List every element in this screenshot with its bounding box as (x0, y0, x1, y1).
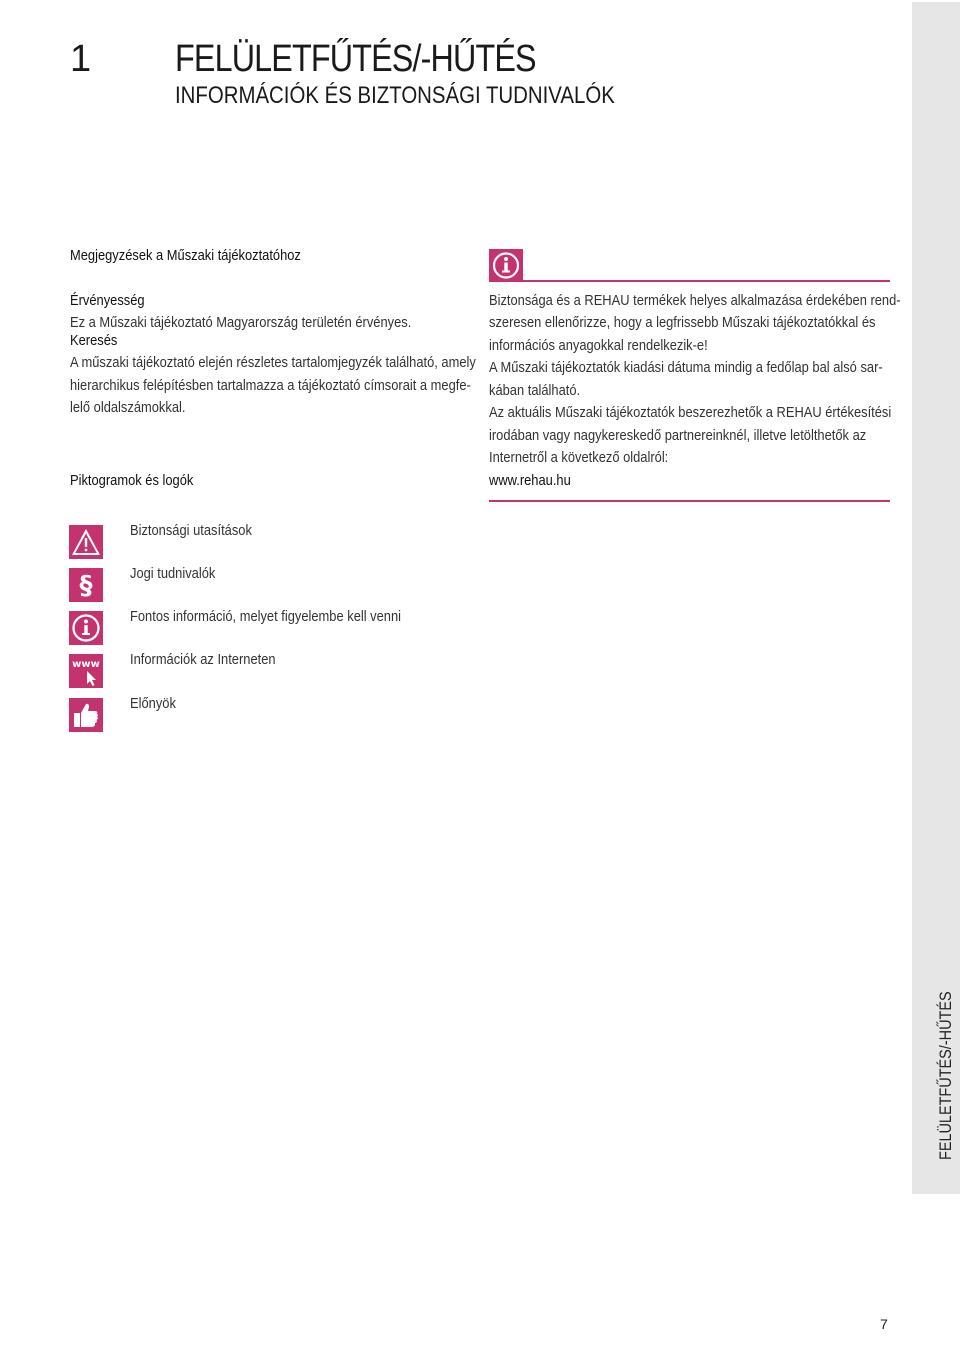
search-text-line: lelő oldalszámokkal. (70, 399, 186, 416)
validity-heading: Érvényesség (70, 292, 145, 309)
pictogram-label-legal: Jogi tudnivalók (130, 565, 216, 582)
www-icon (69, 654, 103, 688)
search-text-line: hierarchikus felépítésben tartalmazza a tájékoztató címsorait a megfe- (70, 377, 471, 394)
pictogram-label-safety: Biztonsági utasítások (130, 522, 252, 539)
pictograms-heading: Piktogramok és logók (70, 472, 194, 489)
www-icon-text: www (72, 659, 100, 670)
page-subtitle: INFORMÁCIÓK ÉS BIZTONSÁGI TUDNIVALÓK (175, 82, 615, 109)
info-text-line: információs anyagokkal rendelkezik-e! (489, 337, 708, 354)
validity-text: Ez a Műszaki tájékoztató Magyarország területén érvényes. (70, 314, 412, 331)
side-tab-label: FELÜLETFŰTÉS/-HŰTÉS (936, 991, 955, 1160)
info-text-line: A Műszaki tájékoztatók kiadási dátuma mindig a fedőlap bal alsó sar- (489, 359, 883, 376)
info-banner-rule (523, 280, 890, 282)
search-heading: Keresés (70, 332, 118, 349)
info-icon (69, 611, 103, 645)
rehau-link[interactable]: www.rehau.hu (489, 472, 571, 489)
pictogram-label-important: Fontos információ, melyet figyelembe kell venni (130, 608, 402, 625)
pictogram-label-benefits: Előnyök (130, 695, 176, 712)
info-text-line: irodában vagy nagykereskedő partnereinknél, illetve letölthetők az (489, 427, 867, 444)
section-title: Megjegyzések a Műszaki tájékoztatóhoz (70, 247, 301, 264)
info-icon (489, 249, 523, 282)
paragraph-icon (69, 568, 103, 602)
info-banner (489, 249, 890, 283)
chapter-number: 1 (70, 38, 91, 80)
page-title: FELÜLETFŰTÉS/-HŰTÉS (175, 38, 536, 80)
info-text-line: Internetről a következő oldalról: (489, 449, 669, 466)
pictogram-label-internet: Információk az Interneten (130, 651, 276, 668)
info-box-bottom-rule (489, 500, 890, 502)
warning-triangle-icon (69, 525, 103, 559)
search-text-line: A műszaki tájékoztató elején részletes tartalomjegyzék található, amely (70, 354, 476, 371)
page-number: 7 (880, 1316, 888, 1332)
info-text-line: Az aktuális Műszaki tájékoztatók beszerezhetők a REHAU értékesítési (489, 404, 892, 421)
svg-text:§: § (79, 571, 93, 601)
info-text-line: Biztonsága és a REHAU termékek helyes alkalmazása érdekében rend- (489, 292, 901, 309)
thumbs-up-icon (69, 698, 103, 732)
info-text-line: kában található. (489, 382, 581, 399)
info-text-line: szeresen ellenőrizze, hogy a legfrissebb Műszaki tájékoztatókkal és (489, 314, 876, 331)
